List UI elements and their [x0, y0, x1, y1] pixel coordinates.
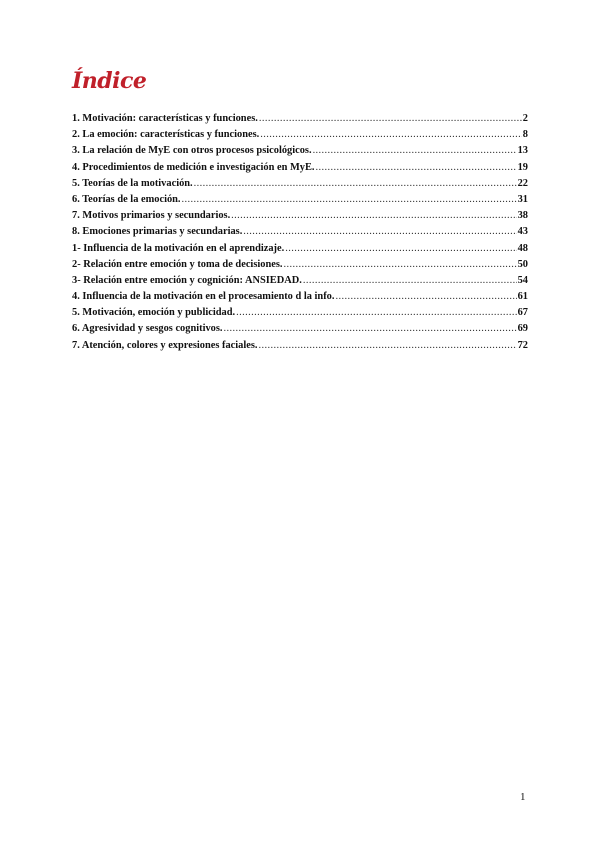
- toc-dot-leader: [283, 259, 516, 270]
- toc-dot-leader: [316, 162, 517, 173]
- toc-dot-leader: [224, 323, 517, 334]
- toc-entry[interactable]: [72, 323, 528, 339]
- toc-entry[interactable]: [72, 340, 528, 356]
- toc-entry[interactable]: [72, 113, 528, 129]
- toc-entry-label: 7. Motivos primarios y secundarios.: [72, 210, 231, 222]
- toc-entry[interactable]: [72, 210, 528, 226]
- toc-entry-page: 67: [517, 307, 528, 319]
- toc-entry[interactable]: [72, 275, 528, 291]
- toc-entry-label: 2- Relación entre emoción y toma de decisiones.: [72, 258, 283, 270]
- toc-dot-leader: [303, 275, 517, 286]
- toc-entry-page: 2: [522, 113, 528, 124]
- toc-entry-page: 54: [517, 274, 528, 286]
- toc-entry[interactable]: [72, 194, 528, 210]
- toc-entry-label: 8. Emociones primarias y secundarias.: [72, 226, 243, 238]
- toc-dot-leader: [194, 178, 517, 189]
- toc-entry-page: 19: [517, 161, 528, 173]
- toc-entry-label: 6. Teorías de la emoción.: [72, 193, 181, 205]
- toc-entry-page: 48: [517, 242, 528, 254]
- toc-dot-leader: [243, 226, 516, 237]
- toc-title: Índice: [72, 68, 147, 94]
- toc-entry-label: 1- Influencia de la motivación en el aprendizaje.: [72, 242, 285, 254]
- toc-entry-page: 8: [522, 129, 528, 141]
- toc-dot-leader: [259, 113, 522, 124]
- toc-entry-label: 3. La relación de MyE con otros procesos psicológicos.: [72, 145, 312, 157]
- toc-entry[interactable]: [72, 145, 528, 161]
- toc-entry-page: 31: [517, 193, 528, 205]
- toc-entry-page: 43: [517, 226, 528, 238]
- toc-entry-label: 4. Influencia de la motivación en el procesamiento d la info.: [72, 291, 335, 303]
- toc-entry-page: 61: [517, 291, 528, 303]
- toc-entry-label: 5. Teorías de la motivación.: [72, 177, 193, 189]
- toc-entry[interactable]: [72, 162, 528, 178]
- table-of-contents: [72, 113, 528, 356]
- toc-entry-page: 13: [517, 145, 528, 157]
- toc-entry-page: 50: [517, 258, 528, 270]
- toc-entry-page: 22: [517, 177, 528, 189]
- toc-entry-page: 69: [517, 323, 528, 335]
- toc-entry[interactable]: [72, 129, 528, 145]
- toc-entry[interactable]: [72, 291, 528, 307]
- toc-entry[interactable]: [72, 226, 528, 242]
- toc-dot-leader: [285, 243, 516, 254]
- toc-entry-label: 6. Agresividad y sesgos cognitivos.: [72, 323, 223, 335]
- toc-entry[interactable]: [72, 178, 528, 194]
- page-number: 1: [520, 791, 526, 803]
- toc-entry-page: 72: [517, 339, 528, 351]
- toc-dot-leader: [260, 129, 522, 140]
- toc-dot-leader: [335, 291, 516, 302]
- toc-entry[interactable]: [72, 307, 528, 323]
- toc-entry-label: 1. Motivación: características y funciones.: [72, 113, 258, 124]
- toc-dot-leader: [231, 210, 516, 221]
- toc-entry-label: 4. Procedimientos de medición e investigación en MyE.: [72, 161, 315, 173]
- toc-entry[interactable]: [72, 259, 528, 275]
- toc-dot-leader: [236, 307, 517, 318]
- toc-dot-leader: [182, 194, 517, 205]
- toc-entry-label: 3- Relación entre emoción y cognición: ANSIEDAD.: [72, 274, 302, 286]
- toc-entry-label: 5. Motivación, emoción y publicidad.: [72, 307, 236, 319]
- toc-entry-label: 7. Atención, colores y expresiones faciales.: [72, 339, 258, 351]
- toc-entry-label: 2. La emoción: características y funciones.: [72, 129, 260, 141]
- toc-dot-leader: [313, 145, 517, 156]
- toc-entry-page: 38: [517, 210, 528, 222]
- toc-dot-leader: [258, 340, 516, 351]
- toc-entry[interactable]: [72, 243, 528, 259]
